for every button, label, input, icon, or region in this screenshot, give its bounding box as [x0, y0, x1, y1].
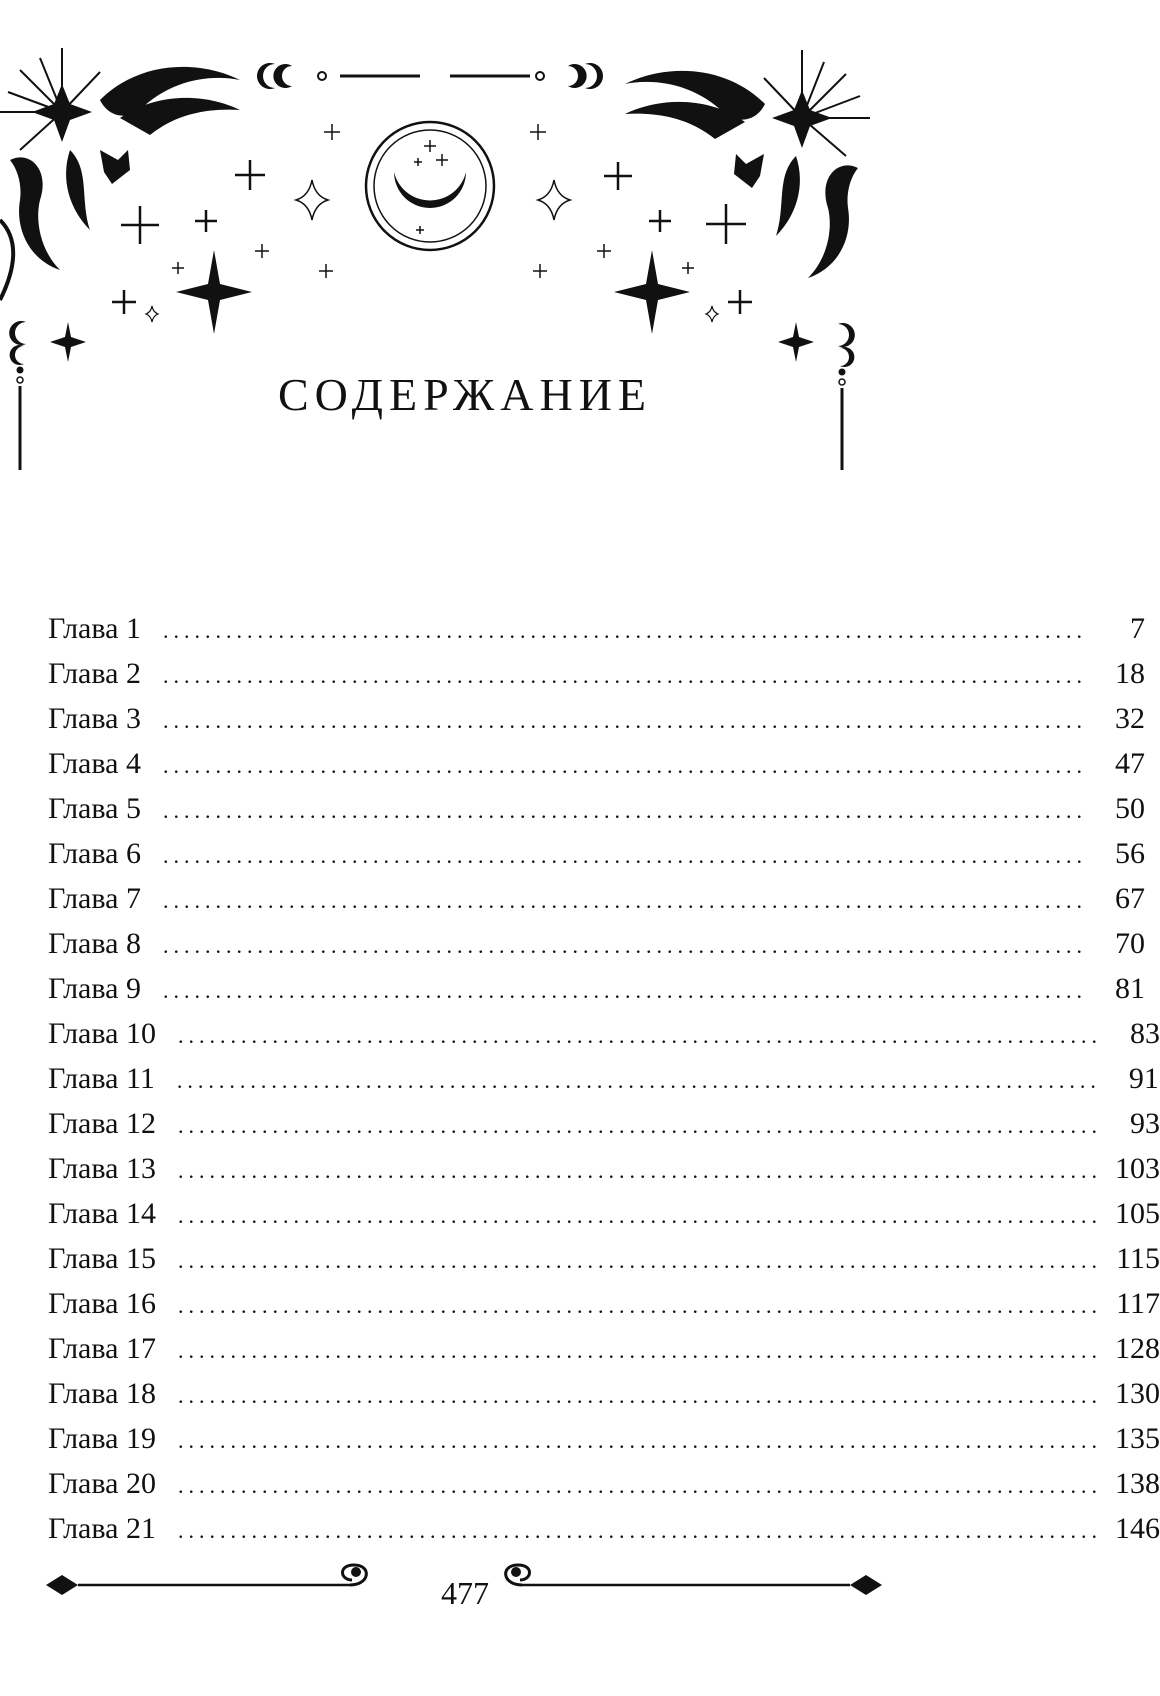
- toc-entry: [48, 696, 1145, 741]
- toc-entry: [48, 1461, 1160, 1506]
- toc-page-number: 93: [1129, 1107, 1160, 1140]
- toc-dot-leader: ........................................................................................: [177, 1248, 1102, 1273]
- toc-entry: [48, 966, 1145, 1011]
- toc-chapter-label: Глава 12: [48, 1107, 156, 1140]
- toc-chapter-label: Глава 6: [48, 837, 141, 870]
- toc-entry: [48, 1101, 1160, 1146]
- toc-chapter-label: Глава 8: [48, 927, 141, 960]
- toc-dot-leader: ........................................................................................: [177, 1023, 1102, 1048]
- toc-page-number: 70: [1114, 927, 1145, 960]
- toc-page-number: 91: [1128, 1062, 1159, 1095]
- page-title: СОДЕРЖАНИЕ: [277, 369, 653, 420]
- toc-page-number: 103: [1114, 1152, 1160, 1185]
- toc-page-number: 18: [1114, 657, 1145, 690]
- page-number: 477: [441, 1575, 489, 1611]
- toc-page-number: 7: [1129, 612, 1145, 645]
- toc-chapter-label: Глава 13: [48, 1152, 156, 1185]
- toc-page-number: 130: [1114, 1377, 1160, 1410]
- toc-chapter-label: Глава 20: [48, 1467, 156, 1500]
- toc-dot-leader: ........................................................................................: [162, 798, 1087, 823]
- toc-chapter-label: Глава 19: [48, 1422, 156, 1455]
- toc-chapter-label: Глава 2: [48, 657, 141, 690]
- toc-entry: [48, 1011, 1160, 1056]
- toc-entry: [48, 651, 1145, 696]
- toc-chapter-label: Глава 14: [48, 1197, 156, 1230]
- toc-page-number: 146: [1114, 1512, 1160, 1545]
- toc-page-number: 47: [1114, 747, 1145, 780]
- toc-entry: [48, 741, 1145, 786]
- toc-dot-leader: ........................................................................................: [162, 843, 1087, 868]
- toc-entry: [48, 1506, 1160, 1551]
- toc-entry: [48, 786, 1145, 831]
- toc-dot-leader: ........................................................................................: [162, 663, 1087, 688]
- toc-dot-leader: ........................................................................................: [176, 1068, 1101, 1093]
- toc-page-number: 32: [1114, 702, 1145, 735]
- toc-entry: [48, 606, 1145, 651]
- crescent-moon-icon: [366, 122, 494, 250]
- toc-page-number: 138: [1114, 1467, 1160, 1500]
- toc-chapter-label: Глава 3: [48, 702, 141, 735]
- toc-page-number: 115: [1116, 1242, 1160, 1275]
- toc-dot-leader: ........................................................................................: [177, 1473, 1102, 1498]
- table-of-contents: [48, 606, 1160, 1551]
- toc-entry: [48, 1236, 1160, 1281]
- toc-entry: [48, 1191, 1160, 1236]
- toc-dot-leader: ........................................................................................: [177, 1338, 1102, 1363]
- toc-chapter-label: Глава 16: [48, 1287, 156, 1320]
- toc-entry: [48, 831, 1145, 876]
- toc-entry: [48, 1326, 1160, 1371]
- toc-page-number: 117: [1116, 1287, 1160, 1320]
- toc-chapter-label: Глава 5: [48, 792, 141, 825]
- toc-entry: [48, 876, 1145, 921]
- toc-chapter-label: Глава 15: [48, 1242, 156, 1275]
- toc-dot-leader: ........................................................................................: [162, 888, 1087, 913]
- toc-chapter-label: Глава 9: [48, 972, 141, 1005]
- toc-chapter-label: Глава 17: [48, 1332, 156, 1365]
- toc-dot-leader: ........................................................................................: [177, 1293, 1102, 1318]
- toc-page-number: 67: [1114, 882, 1145, 915]
- toc-entry: [48, 1371, 1160, 1416]
- toc-chapter-label: Глава 1: [48, 612, 141, 645]
- toc-page-number: 81: [1114, 972, 1145, 1005]
- toc-dot-leader: ........................................................................................: [162, 618, 1087, 643]
- toc-chapter-label: Глава 7: [48, 882, 141, 915]
- toc-dot-leader: ........................................................................................: [177, 1158, 1102, 1183]
- toc-dot-leader: ........................................................................................: [162, 933, 1087, 958]
- toc-chapter-label: Глава 11: [48, 1062, 155, 1095]
- toc-chapter-label: Глава 18: [48, 1377, 156, 1410]
- toc-chapter-label: Глава 21: [48, 1512, 156, 1545]
- toc-page-number: 105: [1114, 1197, 1160, 1230]
- toc-page-number: 83: [1129, 1017, 1160, 1050]
- toc-dot-leader: ........................................................................................: [177, 1203, 1102, 1228]
- toc-page-number: 56: [1114, 837, 1145, 870]
- toc-entry: [48, 1056, 1159, 1101]
- toc-dot-leader: ........................................................................................: [177, 1518, 1102, 1543]
- toc-page-number: 135: [1114, 1422, 1160, 1455]
- toc-dot-leader: ........................................................................................: [177, 1113, 1102, 1138]
- toc-dot-leader: ........................................................................................: [162, 708, 1087, 733]
- toc-entry: [48, 921, 1145, 966]
- toc-chapter-label: Глава 4: [48, 747, 141, 780]
- toc-entry: [48, 1146, 1160, 1191]
- toc-dot-leader: ........................................................................................: [162, 978, 1087, 1003]
- toc-entry: [48, 1416, 1160, 1461]
- toc-dot-leader: ........................................................................................: [177, 1428, 1102, 1453]
- toc-entry: [48, 1281, 1160, 1326]
- toc-dot-leader: ........................................................................................: [162, 753, 1087, 778]
- toc-page-number: 128: [1114, 1332, 1160, 1365]
- toc-page-number: 50: [1114, 792, 1145, 825]
- toc-dot-leader: ........................................................................................: [177, 1383, 1102, 1408]
- toc-chapter-label: Глава 10: [48, 1017, 156, 1050]
